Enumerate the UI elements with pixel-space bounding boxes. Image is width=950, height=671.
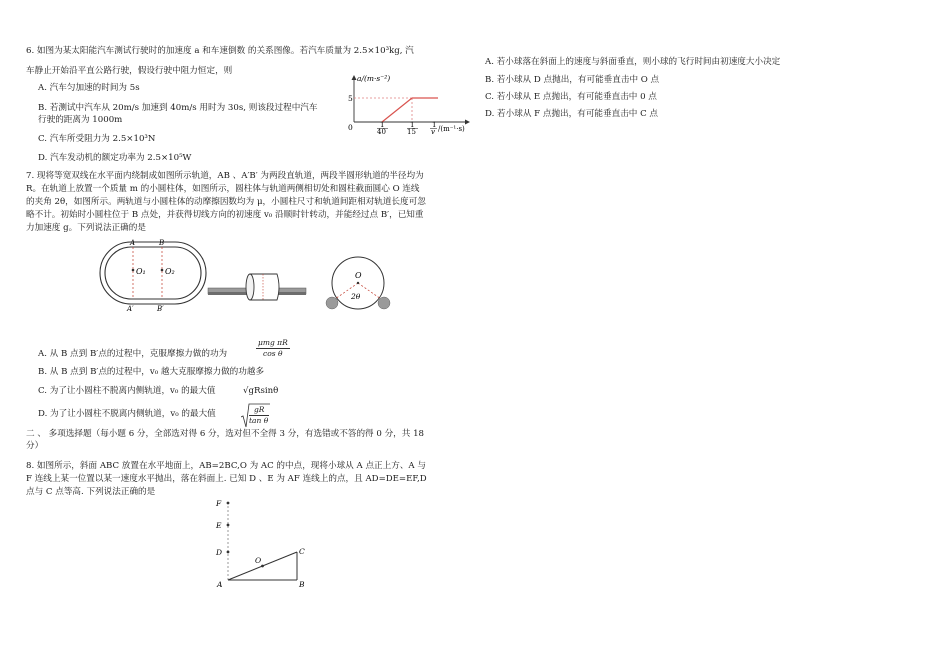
q8-line3: 点与 C 点等高. 下列说法正确的是 [26,487,156,497]
q6-graph-x-tick1-num: 1 [380,121,385,129]
q7-option-a: A. 从 B 点到 B′点的过程中，克服摩擦力做的功为 [38,349,228,359]
q6-option-b-line2: 行驶的距离为 1000m [38,115,123,125]
q7-line1: 7. 现将等宽双线在水平面内绕制成如图所示轨道，AB 、A′B′ 为两段直轨道，两段半圆形轨道的半径均为 [26,171,424,181]
q7-line5: 力加速度 g。下列说法正确的是 [26,223,146,233]
q7-option-a-numerator: μmg πR [258,338,288,347]
q7-option-a-denominator: cos θ [263,349,283,358]
q7-label-b-prime: B′ [157,305,164,313]
q8-label-b: B [299,580,305,589]
q6-line1: 6. 如图为某太阳能汽车测试行驶时的加速度 a 和车速倒数 的关系图像。若汽车质量为 2.5×10³kg, 汽 [26,46,414,56]
q8-label-o: O [255,556,262,565]
q7-option-d: D. 为了让小圆柱不脱离内侧轨道，v₀ 的最大值 [38,409,216,419]
q6-acceleration-graph [340,72,480,134]
q6-graph-x-tick1-den: 40 [377,128,386,134]
q7-track-figure [98,238,210,316]
q6-line2: 车静止开始沿平直公路行驶，假设行驶中阻力恒定，则 [26,66,233,76]
section2-heading-line1: 二 、 多项选择题（每小题 6 分，全部选对得 6 分，选对但不全得 3 分，有选错或不答的得 0 分，共 18 [26,429,425,439]
q6-graph-y-tick: 5 [348,94,353,103]
q7-label-b: B [159,239,165,247]
q6-graph-x-tick2-num: 1 [410,121,415,129]
q7-option-d-denominator: tan θ [249,416,269,425]
q8-label-d: D [216,548,223,557]
q6-graph-origin: 0 [348,123,353,132]
q8-label-f: F [216,499,222,508]
q7-line3: 的夹角 2θ，如图所示。两轨道与小圆柱体的动摩擦因数均为 μ，小圆柱尺寸和轨道间距相对轨道长度可忽 [26,197,426,207]
q7-section-label-2theta: 2θ [351,292,361,301]
q6-option-d: D. 汽车发动机的额定功率为 2.5×10⁵W [38,153,192,163]
q7-section-label-o: O [355,271,362,280]
right-option-b: B. 若小球从 D 点抛出，有可能垂直击中 O 点 [485,75,660,85]
section2-heading-line2: 分） [26,441,44,451]
q7-option-d-numerator: gR [254,405,265,414]
q8-label-a: A [217,580,223,589]
q8-incline-figure [210,493,315,593]
q6-option-a: A. 汽车匀加速的时间为 5s [38,83,140,93]
q7-label-a-prime: A′ [127,305,134,313]
q7-label-o2: O₂ [165,267,175,276]
right-option-a: A. 若小球落在斜面上的速度与斜面垂直，则小球的飞行时间由初速度大小决定 [485,57,781,67]
q7-label-o1: O₁ [136,267,146,276]
q6-option-b-line1: B. 若测试中汽车从 20m/s 加速到 40m/s 用时为 30s, 则该段过程中汽车 [38,103,318,113]
q8-line1: 8. 如图所示，斜面 ABC 放置在水平地面上，AB=2BC,O 为 AC 的中点，现将小球从 A 点正上方、A 与 [26,461,426,471]
q6-graph-xlabel-num: 1 [432,121,437,129]
q8-line2: F 连线上某一位置以某一速度水平抛出，落在斜面上. 已知 D 、E 为 AF 连线上的点，且 AD=DE=EF,D [26,474,427,484]
q6-graph-xlabel-unit: /(m⁻¹·s) [438,125,465,133]
q8-label-c: C [299,547,305,556]
q6-graph-x-tick2-den: 15 [407,128,416,134]
q6-graph-xlabel-den: v [431,128,435,134]
right-option-d: D. 若小球从 F 点抛出，有可能垂直击中 C 点 [485,109,659,119]
q7-line2: R。在轨道上放置一个质量 m 的小圆柱体，如图所示，圆柱体与轨道两侧相切处和圆柱截面圆心 O 连线 [26,184,420,194]
q7-cylinder-side-figure [205,268,309,308]
q7-option-c-value: √gRsinθ [243,386,279,396]
q8-label-e: E [216,521,222,530]
q6-option-c: C. 汽车所受阻力为 2.5×10³N [38,134,156,144]
q7-option-b: B. 从 B 点到 B′点的过程中，v₀ 越大克服摩擦力做的功越多 [38,367,265,377]
q6-graph-ylabel: a/(m·s⁻²) [357,74,391,83]
right-option-c: C. 若小球从 E 点抛出，有可能垂直击中 0 点 [485,92,657,102]
q7-option-c: C. 为了让小圆柱不脱离内侧轨道，v₀ 的最大值 [38,386,216,396]
q7-cylinder-section-figure [320,255,398,317]
q7-label-a: A [130,239,136,247]
q7-line4: 略不计。初始时小圆柱位于 B 点处，并获得切线方向的初速度 v₀ 沿顺时针转动，并能经过点 B′，已知重 [26,210,424,220]
